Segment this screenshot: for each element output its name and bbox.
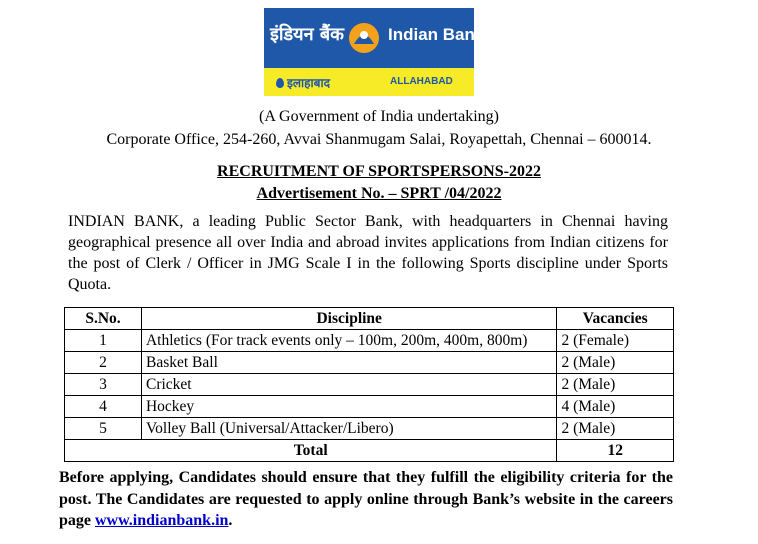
cell-sno: 2 [65, 352, 142, 374]
cell-discipline: Volley Ball (Universal/Attacker/Libero) [141, 418, 556, 440]
header-sno: S.No. [65, 308, 142, 330]
logo-english-name: Indian Bank [388, 25, 485, 44]
drop-icon [276, 78, 284, 88]
header-discipline: Discipline [141, 308, 556, 330]
table-total-row [65, 440, 674, 462]
cell-vacancies: 2 (Male) [557, 374, 674, 396]
govt-undertaking-line: (A Government of India undertaking) [259, 108, 499, 125]
table-row [65, 374, 674, 396]
logo-hindi-sub-text: इलाहाबाद [287, 76, 330, 90]
cell-vacancies: 2 (Male) [557, 418, 674, 440]
table-row [65, 330, 674, 352]
cell-sno: 3 [65, 374, 142, 396]
logo-hindi-sub [276, 74, 330, 91]
total-label: Total [65, 440, 557, 462]
cell-vacancies: 2 (Male) [557, 352, 674, 374]
table-row [65, 396, 674, 418]
cell-vacancies: 2 (Female) [557, 330, 674, 352]
advertisement-number [0, 185, 758, 203]
cell-sno: 4 [65, 396, 142, 418]
recruitment-title [0, 163, 758, 181]
logo-english-sub: ALLAHABAD [390, 76, 453, 87]
intro-paragraph: INDIAN BANK, a leading Public Sector Bank, with headquarters in Chennai having geographical presence all over India and abroad invites applications from Indian citizens for the post of Clerk / Officer in JMG Scale I in the following Sports discipline under Sports Quota. [68, 213, 668, 293]
cell-sno: 1 [65, 330, 142, 352]
vacancy-table [64, 307, 674, 462]
cell-sno: 5 [65, 418, 142, 440]
logo-bottom-band [264, 68, 474, 96]
logo-top-band [264, 8, 485, 68]
corporate-address: Corporate Office, 254-260, Avvai Shanmugam Salai, Royapettah, Chennai – 600014. [106, 131, 652, 148]
cell-discipline: Hockey [141, 396, 556, 418]
cell-discipline: Cricket [141, 374, 556, 396]
cell-discipline: Athletics (For track events only – 100m, 200m, 400m, 800m) [141, 330, 556, 352]
header-vacancies: Vacancies [557, 308, 674, 330]
logo-hindi-name: इंडियन बैंक [270, 24, 344, 45]
bank-emblem-icon [346, 20, 382, 56]
eligibility-note-text: Before applying, Candidates should ensure that they fulfill the eligibility criteria for the post. The Candidates are requested to apply online through Bank’s website in the careers page [59, 469, 673, 529]
bank-website-link[interactable]: www.indianbank.in [95, 512, 229, 529]
table-row [65, 418, 674, 440]
total-value: 12 [557, 440, 674, 462]
cell-vacancies: 4 (Male) [557, 396, 674, 418]
indian-bank-logo [264, 8, 485, 96]
cell-discipline: Basket Ball [141, 352, 556, 374]
advertisement-number-text: Advertisement No. – SPRT /04/2022 [256, 185, 502, 202]
table-header-row [65, 308, 674, 330]
recruitment-title-text: RECRUITMENT OF SPORTSPERSONS-2022 [217, 163, 541, 180]
eligibility-note-end: . [228, 512, 233, 529]
table-row [65, 352, 674, 374]
eligibility-note [59, 467, 673, 532]
